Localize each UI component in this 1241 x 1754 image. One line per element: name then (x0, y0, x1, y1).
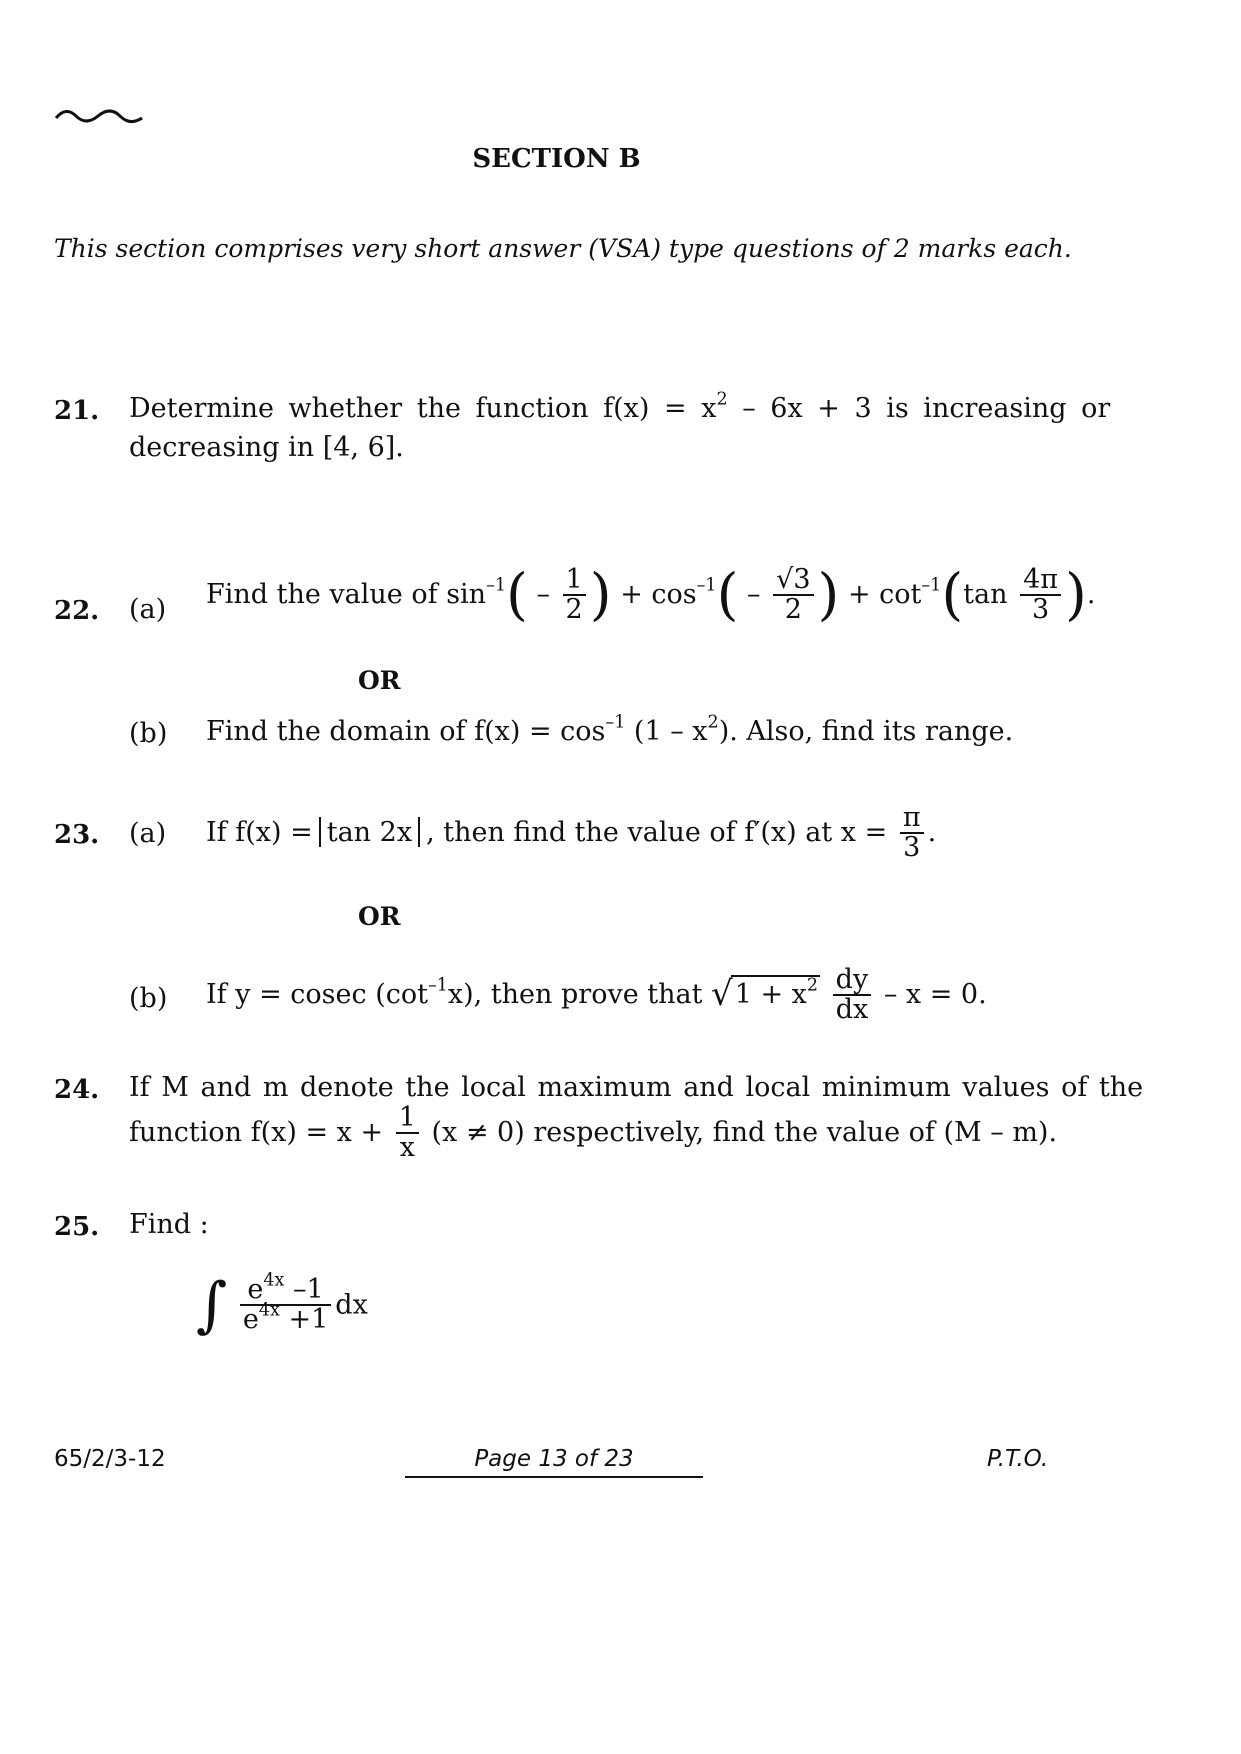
frac-num: π (900, 804, 924, 834)
q24-line2 (129, 1104, 1057, 1163)
fraction-1-over-x (396, 1104, 419, 1163)
question-number-25: 25. (54, 1212, 100, 1242)
q22-inv2: –1 (696, 575, 717, 596)
frac-den: 3 (903, 832, 921, 864)
abs-bar-right (418, 817, 420, 847)
frac-den: 2 (784, 594, 802, 626)
q22-a-label: (a) (129, 594, 167, 625)
squiggle-logo (54, 104, 146, 128)
fraction-dy-dx (833, 966, 872, 1025)
frac-num: √3 (773, 566, 813, 596)
section-intro: This section comprises very short answer (VSA) type questions of 2 marks each. (54, 234, 1072, 263)
q22-b-prefix: Find the domain of f(x) = cos (206, 716, 606, 747)
frac-den: 2 (565, 594, 583, 626)
num-tail: –1 (284, 1273, 324, 1305)
pto-label: P.T.O. (987, 1446, 1049, 1472)
q23-b-tail: – x = 0. (883, 978, 987, 1010)
frac-den: x (399, 1132, 415, 1164)
fraction-root3-over-2 (773, 566, 813, 625)
paren-open: ( (506, 562, 528, 628)
q22-or: OR (358, 666, 401, 695)
den-base: e (242, 1304, 259, 1335)
question-number-21: 21. (54, 396, 100, 426)
frac-den: 3 (1031, 594, 1050, 626)
q23-or: OR (358, 902, 401, 931)
sqrt-radicand (731, 975, 820, 1010)
paren-open: ( (716, 562, 739, 628)
q22-b-text (206, 712, 1014, 747)
paren-close: ) (817, 562, 840, 628)
q23-b-expression (206, 966, 987, 1025)
question-number-23: 23. (54, 820, 100, 850)
page-number: Page 13 of 23 (474, 1446, 634, 1472)
frac-den: dx (835, 994, 869, 1026)
frac-num (240, 1270, 331, 1306)
q24-prefix: function f(x) = x + (129, 1116, 384, 1148)
q23-a-prefix: If f(x) = (206, 816, 313, 848)
q22-b-label: (b) (129, 718, 168, 749)
paren-close: ) (589, 562, 612, 628)
q23-a-mid: , then find the value of f′(x) at x = (426, 816, 888, 848)
question-21-line1 (129, 389, 1111, 424)
q22-minus1: – (536, 578, 550, 610)
q23-a-expression (206, 804, 936, 863)
paper-code: 65/2/3-12 (54, 1446, 166, 1472)
integral-icon: ∫ (196, 1270, 228, 1340)
num-sup: 4x (263, 1270, 285, 1291)
num-base: e (247, 1273, 264, 1305)
q23-a-abs: tan 2x (326, 816, 413, 848)
q23-b-inv: –1 (427, 975, 448, 996)
q22-a-prefix: Find the value of sin (206, 578, 487, 610)
q25-integral-expression (196, 1270, 368, 1340)
q23-b-label: (b) (129, 983, 168, 1014)
q23-period: . (927, 816, 937, 848)
question-21-line2: decreasing in [4, 6]. (129, 432, 404, 463)
q23-b-mid: x), then prove that (447, 978, 703, 1010)
frac-num: dy (833, 966, 872, 996)
den-tail: +1 (279, 1304, 329, 1335)
q23-a-label: (a) (129, 818, 167, 849)
q24-tail: (x ≠ 0) respectively, find the value of (M – m). (431, 1116, 1058, 1148)
frac-num: 4π (1020, 566, 1061, 596)
q22-tan: tan (963, 578, 1008, 610)
q25-text: Find : (129, 1209, 209, 1240)
paren-open: ( (941, 562, 964, 628)
q21-text-a: Determine whether the function f(x) = x (129, 393, 717, 424)
q22-b-sup: 2 (707, 712, 719, 733)
fraction-half (563, 566, 586, 625)
q23-b-prefix: If y = cosec (cot (206, 978, 428, 1010)
q22-b-tail: ). Also, find its range. (718, 716, 1014, 747)
den-sup: 4x (258, 1300, 280, 1321)
q22-inv3: –1 (921, 575, 942, 596)
q21-text-b: – 6x + 3 is increasing or (727, 393, 1111, 424)
q21-sup: 2 (716, 389, 728, 410)
q22-plus-cot: + cot (847, 578, 922, 610)
frac-den (240, 1300, 331, 1335)
fraction-4pi-over-3 (1020, 566, 1061, 625)
q22-period: . (1086, 578, 1096, 610)
abs-bar-left (319, 817, 321, 847)
q22-minus2: – (747, 578, 761, 610)
sqrt-sup: 2 (806, 975, 819, 996)
frac-num: 1 (396, 1104, 419, 1134)
q25-dx: dx (335, 1289, 368, 1321)
q22-b-mid: (1 – x (625, 716, 708, 747)
footer-underline (405, 1476, 703, 1478)
q22-inv1: –1 (486, 575, 506, 596)
paren-close: ) (1065, 562, 1087, 628)
frac-num: 1 (563, 566, 586, 596)
sqrt-icon: √ (711, 973, 733, 1014)
q22-plus-cos: + cos (620, 578, 697, 610)
fraction-integrand (240, 1270, 331, 1335)
question-number-22: 22. (54, 596, 100, 626)
section-title: SECTION B (472, 144, 641, 174)
fraction-pi-over-3 (900, 804, 924, 863)
question-number-24: 24. (54, 1075, 100, 1105)
q22-a-expression (206, 562, 1096, 628)
sqrt-inner: 1 + x (734, 978, 807, 1010)
q24-line1: If M and m denote the local maximum and local minimum values of the (129, 1072, 1144, 1103)
q22-b-inv: –1 (605, 712, 626, 733)
